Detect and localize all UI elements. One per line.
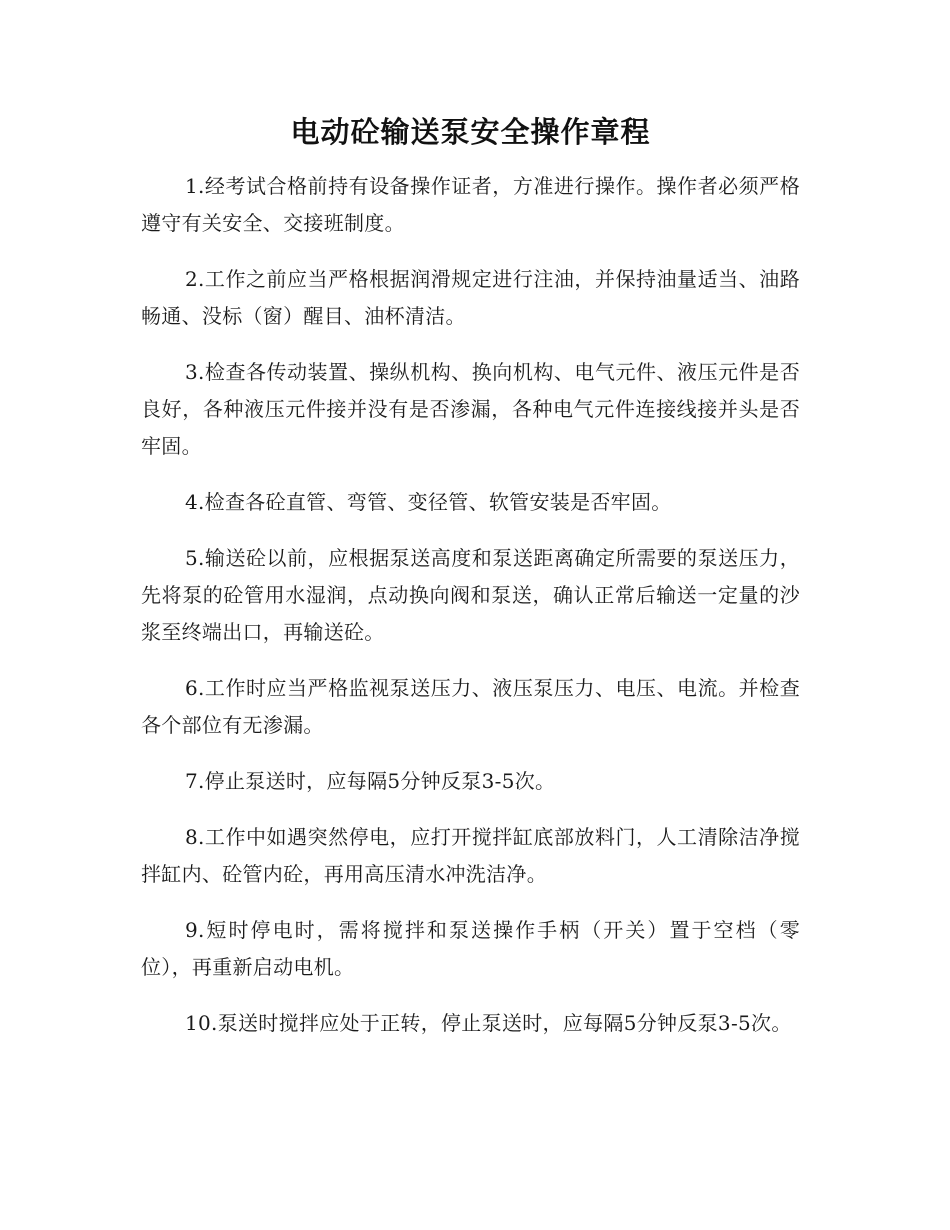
paragraph-3: 3.检查各传动装置、操纵机构、换向机构、电气元件、液压元件是否良好，各种液压元件接并没有是否渗漏，各种电气元件连接线接并头是否牢固。 [141, 360, 800, 458]
paragraph-2: 2.工作之前应当严格根据润滑规定进行注油，并保持油量适当、油路畅通、没标（窗）醒目、油杯清洁。 [141, 267, 800, 328]
paragraph-6: 6.工作时应当严格监视泵送压力、液压泵压力、电压、电流。并检查各个部位有无渗漏。 [141, 676, 800, 737]
document-body [141, 168, 800, 1042]
paragraph-10: 10.泵送时搅拌应处于正转，停止泵送时，应每隔5分钟反泵3-5次。 [185, 1011, 792, 1035]
paragraph-1: 1.经考试合格前持有设备操作证者，方准进行操作。操作者必须严格遵守有关安全、交接班制度。 [141, 174, 800, 235]
paragraph-4: 4.检查各砼直管、弯管、变径管、软管安装是否牢固。 [185, 490, 672, 514]
paragraph-9: 9.短时停电时，需将搅拌和泵送操作手柄（开关）置于空档（零位），再重新启动电机。 [141, 918, 800, 979]
document-title: 电动砼输送泵安全操作章程 [290, 115, 651, 149]
paragraph-7: 7.停止泵送时，应每隔5分钟反泵3-5次。 [185, 769, 556, 793]
paragraph-8: 8.工作中如遇突然停电，应打开搅拌缸底部放料门，人工清除洁净搅拌缸内、砼管内砼，再用高压清水冲洗洁净。 [141, 825, 800, 886]
paragraph-5: 5.输送砼以前，应根据泵送高度和泵送距离确定所需要的泵送压力，先将泵的砼管用水湿润，点动换向阀和泵送，确认正常后输送一定量的沙浆至终端出口，再输送砼。 [141, 546, 800, 644]
